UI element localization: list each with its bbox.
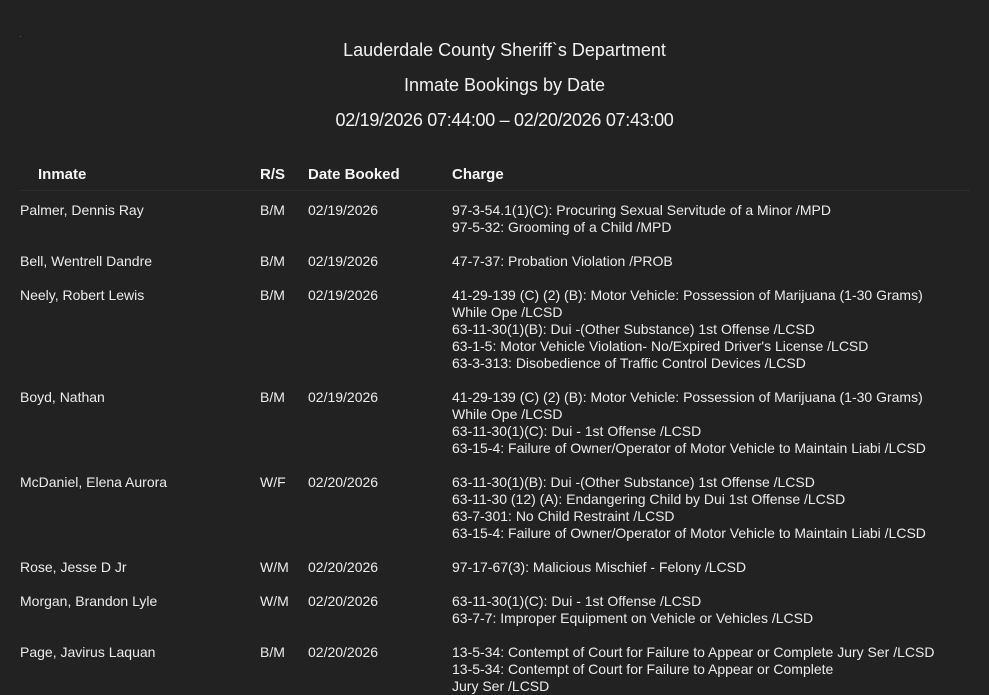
- charge-line: Jury Ser /LCSD: [452, 678, 550, 694]
- race-sex: B/M: [260, 389, 285, 405]
- charge-list: [452, 644, 982, 695]
- date-booked: 02/19/2026: [308, 287, 379, 303]
- race-sex: B/M: [260, 202, 285, 218]
- inmate-name: Palmer, Dennis Ray: [20, 202, 144, 218]
- header-divider: [20, 190, 970, 191]
- column-header-date-booked: Date Booked: [308, 166, 400, 183]
- charge-line: While Ope /LCSD: [452, 406, 563, 422]
- race-sex: W/F: [260, 474, 286, 490]
- race-sex: B/M: [260, 287, 285, 303]
- report-date-range: 02/19/2026 07:44:00 – 02/20/2026 07:43:00: [335, 110, 674, 130]
- charge-line: 63-11-30(1)(C): Dui - 1st Offense /LCSD: [452, 423, 702, 439]
- race-sex: B/M: [260, 253, 285, 269]
- table-row: [0, 253, 989, 270]
- charge-line: 63-11-30(1)(C): Dui - 1st Offense /LCSD: [452, 593, 702, 609]
- charge-list: [452, 474, 982, 542]
- report-subtitle: Inmate Bookings by Date: [403, 75, 606, 95]
- table-row: [0, 474, 989, 542]
- table-row: [0, 389, 989, 457]
- date-booked: 02/19/2026: [308, 253, 379, 269]
- charge-line: 63-15-4: Failure of Owner/Operator of Motor Vehicle to Maintain Liabi /LCSD: [452, 440, 926, 456]
- inmate-name: Page, Javirus Laquan: [20, 644, 156, 660]
- date-booked: 02/19/2026: [308, 202, 379, 218]
- race-sex: B/M: [260, 644, 285, 660]
- charge-list: [452, 559, 982, 576]
- charge-list: [452, 593, 982, 627]
- charge-line: 97-5-32: Grooming of a Child /MPD: [452, 219, 672, 235]
- charge-line: 63-11-30 (12) (A): Endangering Child by Dui 1st Offense /LCSD: [452, 491, 846, 507]
- inmate-name: Boyd, Nathan: [20, 389, 105, 405]
- charge-line: 47-7-37: Probation Violation /PROB: [452, 253, 673, 269]
- charge-list: [452, 287, 982, 372]
- column-header-inmate: Inmate: [38, 166, 87, 183]
- bookings-table-body: [0, 202, 989, 695]
- inmate-name: McDaniel, Elena Aurora: [20, 474, 168, 490]
- table-row: [0, 287, 989, 372]
- charge-line: 63-1-5: Motor Vehicle Violation- No/Expired Driver's License /LCSD: [452, 338, 869, 354]
- race-sex: W/M: [260, 593, 289, 609]
- table-row: [0, 559, 989, 576]
- charge-list: [452, 389, 982, 457]
- inmate-name: Morgan, Brandon Lyle: [20, 593, 158, 609]
- charge-line: 63-7-301: No Child Restraint /LCSD: [452, 508, 675, 524]
- charge-line: 63-15-4: Failure of Owner/Operator of Motor Vehicle to Maintain Liabi /LCSD: [452, 525, 926, 541]
- corner-mark: [20, 36, 21, 37]
- charge-list: [452, 253, 982, 270]
- column-header-charge: Charge: [452, 166, 504, 183]
- date-booked: 02/20/2026: [308, 593, 379, 609]
- charge-line: While Ope /LCSD: [452, 304, 563, 320]
- report-title: Lauderdale County Sheriff`s Department: [343, 40, 666, 60]
- column-header-rs: R/S: [260, 166, 286, 183]
- charge-line: 63-3-313: Disobedience of Traffic Control Devices /LCSD: [452, 355, 806, 371]
- charge-line: 63-11-30(1)(B): Dui -(Other Substance) 1st Offense /LCSD: [452, 474, 815, 490]
- charge-list: [452, 202, 982, 236]
- charge-line: 13-5-34: Contempt of Court for Failure to Appear or Complete: [452, 661, 834, 677]
- date-booked: 02/19/2026: [308, 389, 379, 405]
- date-booked: 02/20/2026: [308, 559, 379, 575]
- inmate-name: Neely, Robert Lewis: [20, 287, 145, 303]
- charge-line: 63-7-7: Improper Equipment on Vehicle or Vehicles /LCSD: [452, 610, 814, 626]
- date-booked: 02/20/2026: [308, 474, 379, 490]
- charge-line: 41-29-139 (C) (2) (B): Motor Vehicle: Possession of Marijuana (1-30 Grams): [452, 287, 923, 303]
- race-sex: W/M: [260, 559, 289, 575]
- charge-line: 97-17-67(3): Malicious Mischief - Felony /LCSD: [452, 559, 747, 575]
- charge-line: 97-3-54.1(1)(C): Procuring Sexual Servitude of a Minor /MPD: [452, 202, 831, 218]
- charge-line: 13-5-34: Contempt of Court for Failure to Appear or Complete Jury Ser /LCSD: [452, 644, 935, 660]
- inmate-name: Bell, Wentrell Dandre: [20, 253, 153, 269]
- inmate-name: Rose, Jesse D Jr: [20, 559, 127, 575]
- table-row: [0, 644, 989, 695]
- table-row: [0, 202, 989, 236]
- date-booked: 02/20/2026: [308, 644, 379, 660]
- table-row: [0, 593, 989, 627]
- charge-line: 63-11-30(1)(B): Dui -(Other Substance) 1st Offense /LCSD: [452, 321, 815, 337]
- charge-line: 41-29-139 (C) (2) (B): Motor Vehicle: Possession of Marijuana (1-30 Grams): [452, 389, 923, 405]
